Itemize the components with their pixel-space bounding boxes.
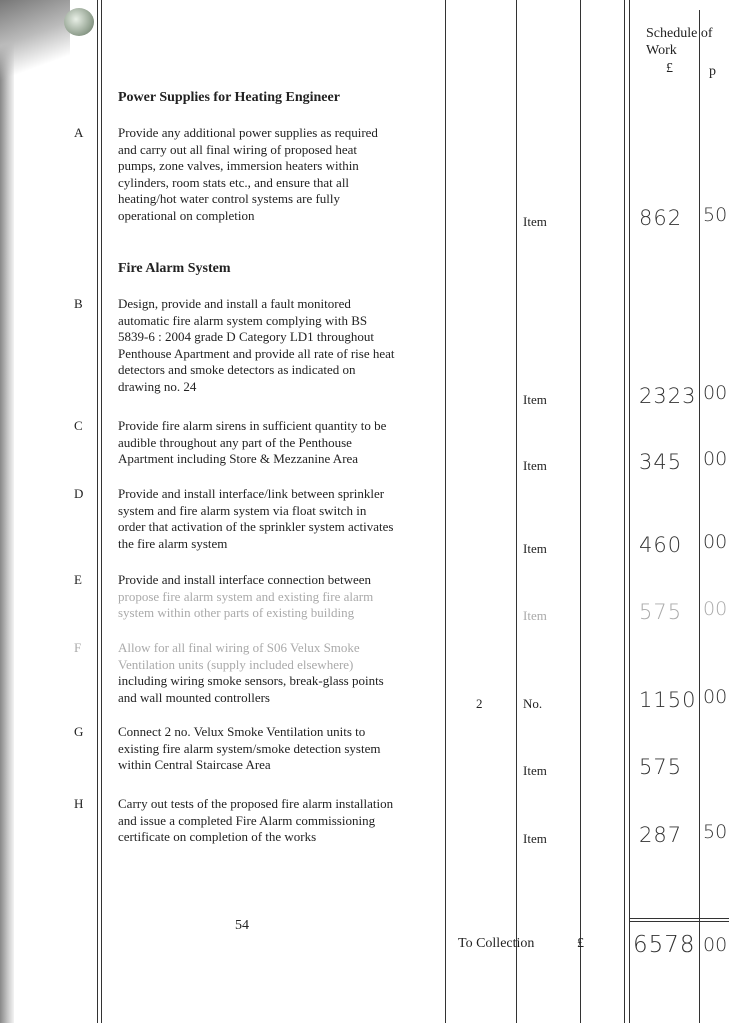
item-unit: Item [523, 831, 547, 846]
item-description-line: drawing no. 24 [118, 378, 197, 394]
item-pence: 00 [703, 531, 728, 553]
to-collection-label: To Collection [458, 936, 535, 951]
item-description-line: system and fire alarm system via float switch in [118, 502, 367, 518]
item-pence: 00 [703, 686, 728, 708]
item-pounds: 575 [639, 600, 683, 624]
section-heading: Fire Alarm System [118, 261, 231, 276]
item-unit: Item [523, 608, 547, 623]
column-rule [580, 0, 581, 1023]
item-pounds: 862 [639, 206, 683, 230]
column-rule [516, 0, 517, 1023]
item-description-line: automatic fire alarm system complying with BS [118, 312, 368, 328]
item-pounds: 1150 [639, 688, 697, 712]
item-ref: D [74, 486, 84, 501]
item-description-line: order that activation of the sprinkler system activates [118, 519, 394, 534]
item-unit: Item [523, 214, 547, 229]
column-rule [101, 0, 102, 1023]
column-rule [699, 10, 700, 1023]
item-ref: E [74, 572, 82, 587]
item-description-line: within Central Staircase Area [118, 757, 271, 772]
item-description-line: the fire alarm system [118, 535, 228, 551]
total-rule [629, 918, 729, 919]
item-description-line: Provide and install interface/link between sprinkler [118, 486, 385, 501]
item-pence: 00 [703, 382, 728, 404]
item-unit: Item [523, 392, 547, 407]
item-description-line: Connect 2 no. Velux Smoke Ventilation units to [118, 724, 366, 739]
page-number: 54 [235, 918, 249, 933]
item-description-line: Carry out tests of the proposed fire alarm installation [118, 796, 394, 811]
pence-header: p [709, 64, 716, 79]
item-pounds: 2323 [639, 384, 697, 408]
item-description-line: detectors and smoke detectors as indicated on [118, 362, 356, 377]
item-description-line: propose fire alarm system and existing fire alarm [118, 588, 374, 604]
scan-shadow [0, 0, 14, 1023]
section-heading: Power Supplies for Heating Engineer [118, 90, 340, 105]
item-description-line: Provide fire alarm sirens in sufficient quantity to be [118, 418, 387, 433]
item-pence: 50 [703, 821, 728, 843]
item-pounds: 575 [639, 755, 683, 779]
item-description-line: Provide and install interface connection between [118, 572, 372, 587]
schedule-header: Schedule of [646, 26, 713, 41]
item-pence: 00 [703, 448, 728, 470]
item-unit: Item [523, 541, 547, 556]
item-description-line: operational on completion [118, 207, 255, 223]
scan-corner-shadow [0, 0, 70, 90]
item-description-line: including wiring smoke sensors, break-glass points [118, 673, 384, 688]
item-ref: F [74, 640, 82, 655]
item-description-line: and issue a completed Fire Alarm commissioning [118, 812, 376, 828]
column-rule [624, 0, 625, 1023]
item-pence: 50 [703, 204, 728, 226]
pin-icon [64, 8, 94, 36]
item-description-line: existing fire alarm system/smoke detection system [118, 740, 381, 756]
item-description-line: Allow for all final wiring of S06 Velux Smoke [118, 640, 360, 655]
item-ref: A [74, 125, 84, 140]
item-description-line: heating/hot water control systems are fully [118, 191, 341, 206]
item-description-line: audible throughout any part of the Penthouse [118, 434, 352, 450]
item-description-line: Apartment including Store & Mezzanine Area [118, 451, 359, 466]
item-unit: Item [523, 458, 547, 473]
item-description-line: system within other parts of existing building [118, 605, 355, 620]
total-pence: 00 [703, 934, 728, 956]
item-description-line: Ventilation units (supply included elsewhere) [118, 656, 354, 672]
column-rule [445, 0, 446, 1023]
item-description-line: Penthouse Apartment and provide all rate of rise heat [118, 345, 395, 361]
item-unit: No. [523, 696, 543, 711]
item-description-line: Provide any additional power supplies as required [118, 125, 378, 140]
item-description-line: cylinders, room stats etc., and ensure that all [118, 174, 350, 190]
pounds-header: £ [666, 61, 673, 76]
total-pounds: 6578 [633, 932, 696, 958]
work-header: Work [646, 43, 677, 58]
item-pence: 00 [703, 598, 728, 620]
item-description-line: 5839-6 : 2004 grade D Category LD1 throughout [118, 329, 374, 344]
currency-symbol: £ [577, 936, 584, 951]
item-pounds: 460 [639, 533, 683, 557]
item-description-line: and carry out all final wiring of proposed heat [118, 141, 357, 157]
item-description-line: pumps, zone valves, immersion heaters within [118, 158, 359, 173]
item-pounds: 345 [639, 450, 683, 474]
item-description-line: and wall mounted controllers [118, 689, 270, 705]
total-rule [629, 921, 729, 922]
item-ref: B [74, 296, 83, 311]
item-ref: G [74, 724, 84, 739]
item-description-line: Design, provide and install a fault monitored [118, 296, 351, 311]
item-ref: C [74, 418, 83, 433]
item-pounds: 287 [639, 823, 683, 847]
item-ref: H [74, 796, 84, 811]
item-quantity: 2 [476, 696, 483, 711]
item-description-line: certificate on completion of the works [118, 829, 317, 844]
column-rule [629, 0, 630, 1023]
column-rule [97, 0, 98, 1023]
item-unit: Item [523, 763, 547, 778]
